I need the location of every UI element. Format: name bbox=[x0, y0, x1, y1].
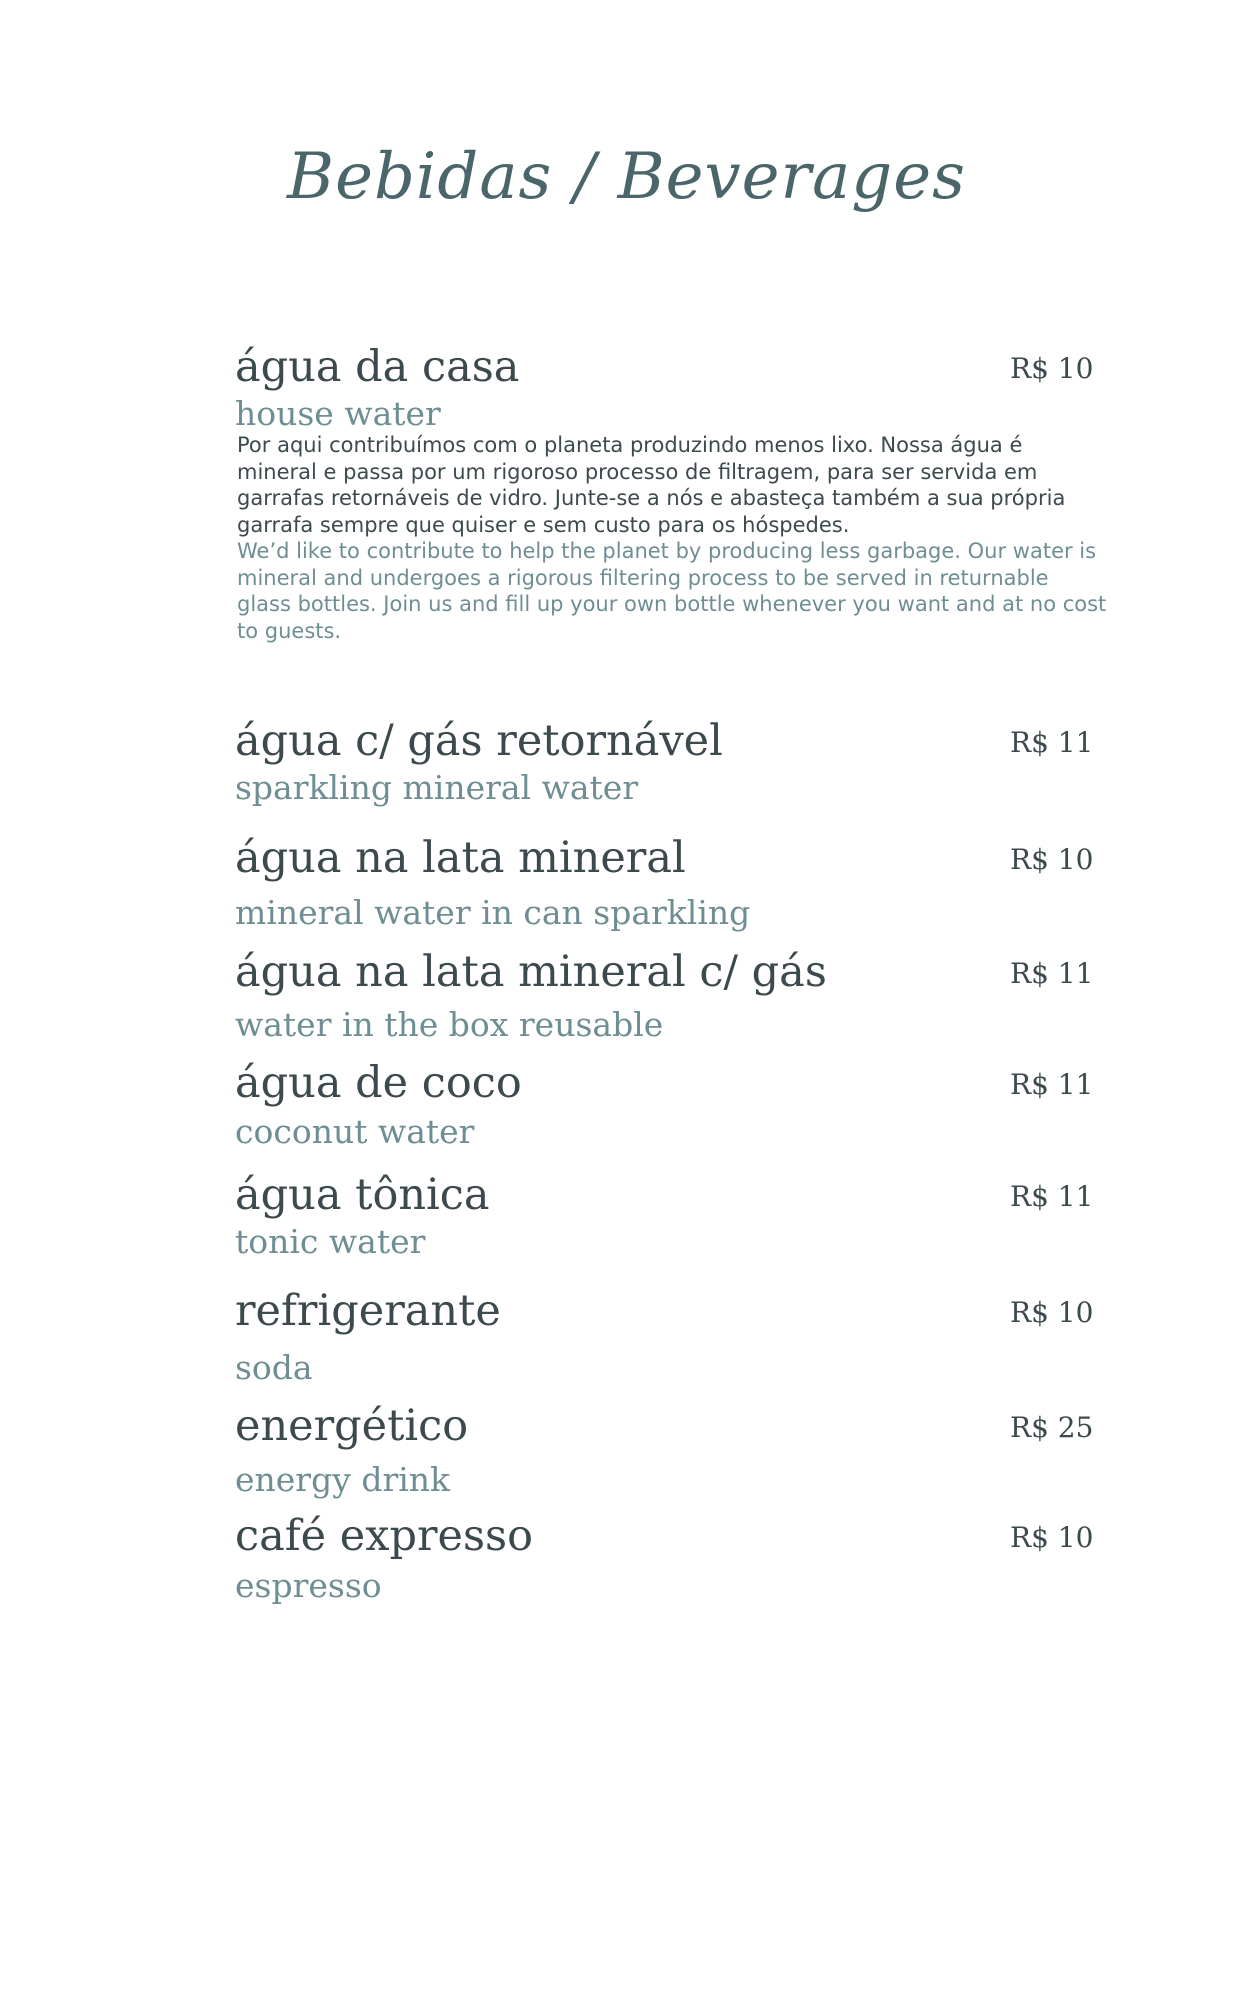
item-name: água na lata mineral c/ gás bbox=[235, 947, 827, 997]
item-name: café expresso bbox=[235, 1511, 533, 1561]
item-name: água tônica bbox=[235, 1170, 490, 1220]
item-name: água da casa bbox=[235, 342, 520, 392]
menu-title: Bebidas / Beverages bbox=[287, 140, 966, 214]
house-water-description-en: We’d like to contribute to help the planet by producing less garbage. Our water is mineral and undergoes a rigorous filtering process to be served in returnable glass bottles. Join us and fill up your own bottle whenever you want and at no cost to guests. bbox=[237, 539, 1107, 643]
item-name: água na lata mineral bbox=[235, 833, 686, 883]
item-name: água c/ gás retornável bbox=[235, 716, 723, 766]
item-english-name: tonic water bbox=[235, 1222, 426, 1261]
item-price: R$ 11 bbox=[1010, 1180, 1094, 1213]
item-price: R$ 10 bbox=[1010, 352, 1094, 385]
item-english-name: espresso bbox=[235, 1566, 382, 1605]
item-price: R$ 25 bbox=[1010, 1411, 1094, 1444]
item-english-name: water in the box reusable bbox=[235, 1005, 664, 1044]
item-price: R$ 11 bbox=[1010, 1068, 1094, 1101]
item-english-name: house water bbox=[235, 394, 441, 433]
item-name: energético bbox=[235, 1401, 469, 1451]
item-english-name: mineral water in can sparkling bbox=[235, 893, 751, 932]
house-water-description-pt: Por aqui contribuímos com o planeta produzindo menos lixo. Nossa água é mineral e passa por um rigoroso processo de filtragem, para ser servida em garrafas retornáveis de vidro. Junte-se a nós e abasteça também a sua própria garrafa sempre que quiser e sem custo para os hóspedes. bbox=[237, 433, 1066, 537]
item-name: água de coco bbox=[235, 1058, 522, 1108]
item-english-name: sparkling mineral water bbox=[235, 768, 639, 807]
item-english-name: energy drink bbox=[235, 1460, 451, 1499]
item-price: R$ 10 bbox=[1010, 1296, 1094, 1329]
item-english-name: soda bbox=[235, 1348, 313, 1387]
item-name: refrigerante bbox=[235, 1286, 501, 1336]
item-price: R$ 11 bbox=[1010, 726, 1094, 759]
item-english-name: coconut water bbox=[235, 1112, 475, 1151]
item-price: R$ 10 bbox=[1010, 843, 1094, 876]
item-price: R$ 11 bbox=[1010, 957, 1094, 990]
item-price: R$ 10 bbox=[1010, 1521, 1094, 1554]
